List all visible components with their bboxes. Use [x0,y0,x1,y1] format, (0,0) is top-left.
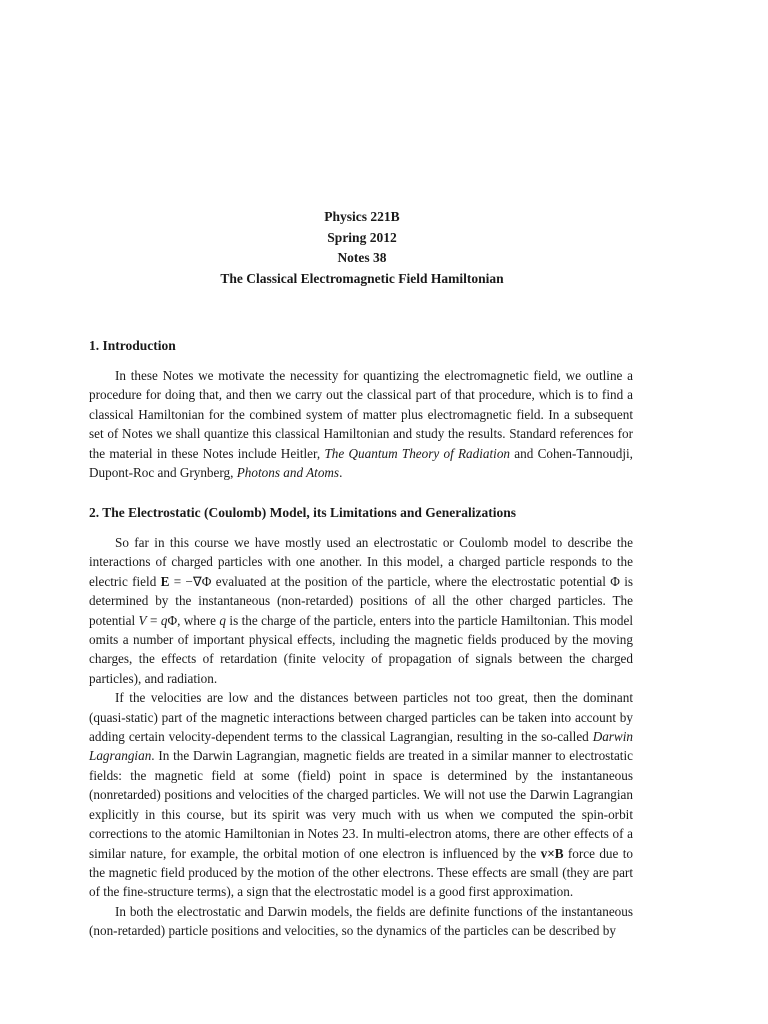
term-darwin-lagrangian: Darwin Lagrangian [89,729,633,764]
notes-title: The Classical Electromagnetic Field Hamiltonian [220,270,504,286]
section-heading: 2. The Electrostatic (Coulomb) Model, its Limitations and Generalizations [89,505,516,520]
section-introduction [89,336,633,482]
paragraph: So far in this course we have mostly used an electrostatic or Coulomb model to describe the interactions of charged particles with one another. In this model, a charged particle responds to the electric field E = −∇Φ evaluated at the position of the particle, where the electrostatic potential Φ is determined by the instantaneous (non-retarded) positions of all the other charged particles. The potential V = qΦ, where q is the charge of the particle, enters into the particle Hamiltonian. This model omits a number of important physical effects, including the magnetic fields produced by the moving charges, the effects of retardation (finite velocity of propagation of signals between the charged particles), and radiation. [89,535,634,686]
paragraph: In both the electrostatic and Darwin models, the fields are definite functions of the instantaneous (non-retarded) particle positions and velocities, so the dynamics of the particles can be described by [89,903,633,939]
course-term: Spring 2012 [327,229,397,245]
section-heading: 1. Introduction [89,338,176,353]
section-electrostatic-model [89,503,633,941]
title-block [0,207,724,289]
paragraph: In these Notes we motivate the necessity for quantizing the electromagnetic field, we outline a procedure for doing that, and then we carry out the classical part of that procedure, which is to find a classical Hamiltonian for the combined system of matter plus electromagnetic field. In a subsequent set of Notes we shall quantize this classical Hamiltonian and study the results. Standard references for the material in these Notes include Heitler, The Quantum Theory of Radiation and Cohen-Tannoudji, Dupont-Roc and Grynberg, Photons and Atoms. [89,368,633,481]
book-title: The Quantum Theory of Radiation [324,445,511,461]
course-name: Physics 221B [324,209,400,224]
book-title: Photons and Atoms [236,465,340,481]
notes-number: Notes 38 [337,250,387,265]
paragraph: If the velocities are low and the distances between particles not too great, then the dominant (quasi-static) part of the magnetic interactions between charged particles can be taken into account by adding certain velocity-dependent terms to the classical Lagrangian, resulting in the so-called Darwin Lagrangian. In the Darwin Lagrangian, magnetic fields are treated in a similar manner to electrostatic fields: the magnetic field at some (field) point in space is determined by the instantaneous (nonretarded) positions and velocities of the charged particles. We will not use the Darwin Lagrangian explicitly in this course, but its spirit was very much with us when we computed the spin-orbit corrections to the atomic Hamiltonian in Notes 23. In multi-electron atoms, there are other effects of a similar nature, for example, the orbital motion of one electron is influenced by the v×B force due to the magnetic field produced by the motion of the other electrons. These effects are small (they are part of the fine-structure terms), a sign that the electrostatic model is a good first approximation. [89,690,634,900]
